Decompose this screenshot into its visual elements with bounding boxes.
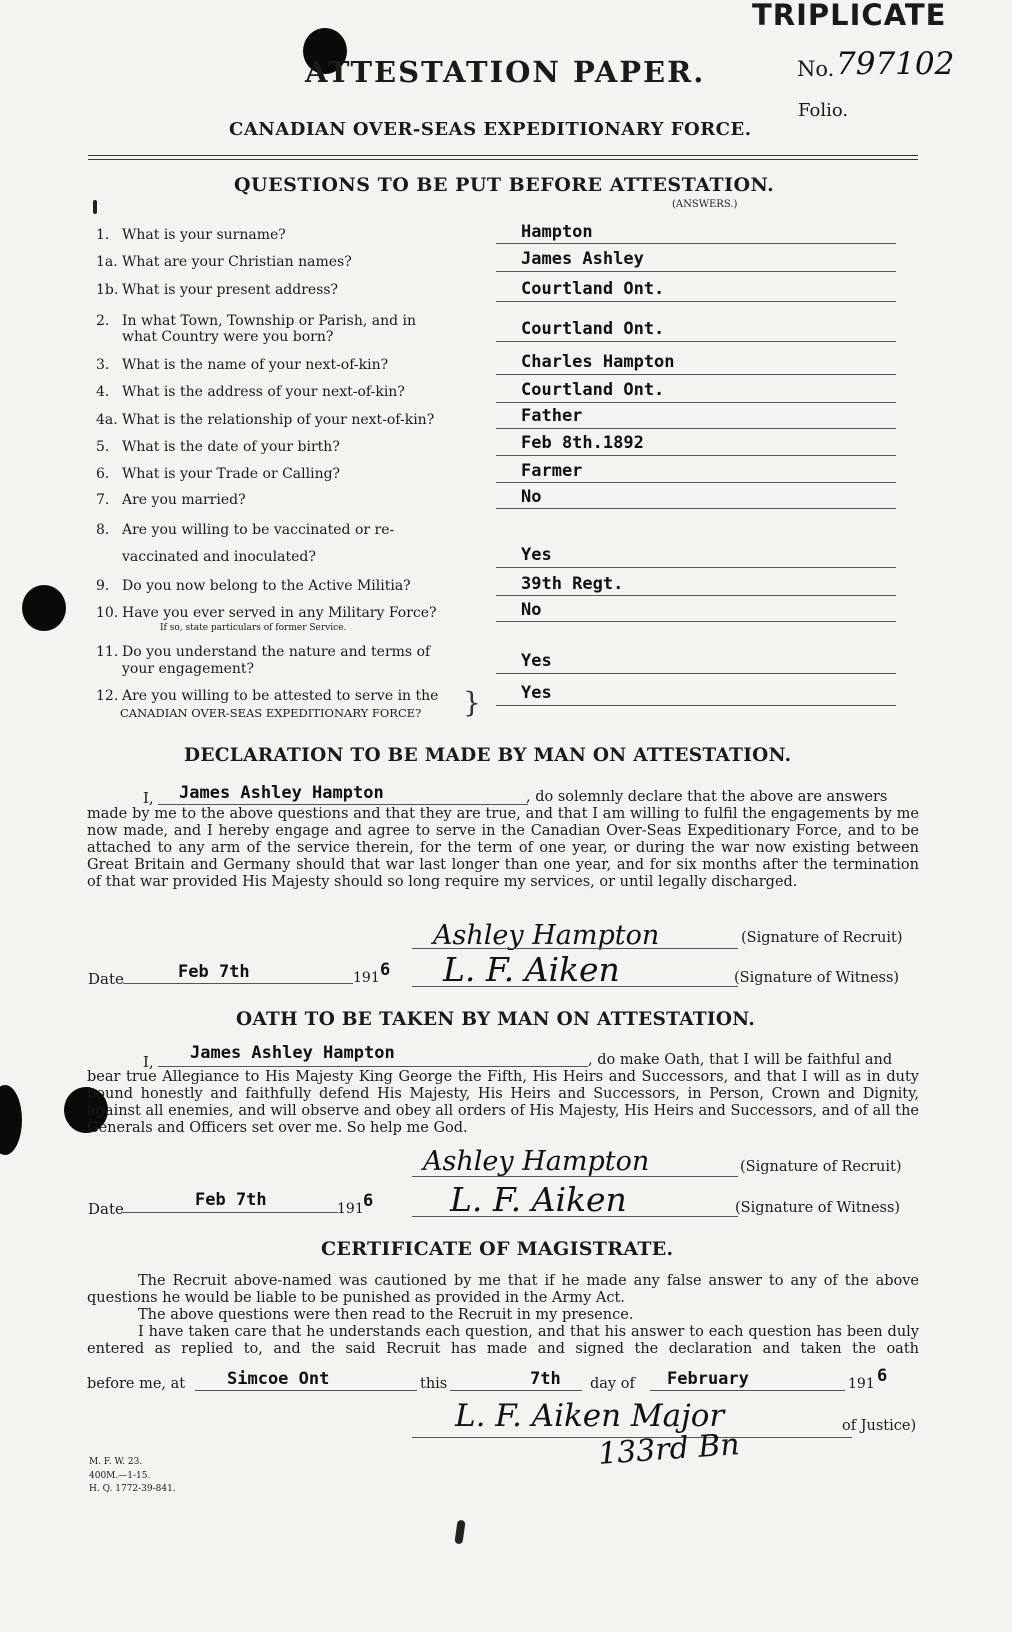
certificate-heading: CERTIFICATE OF MAGISTRATE. — [321, 1238, 674, 1260]
question-text: Do you understand the nature and terms of — [122, 644, 431, 660]
question-text: What is the date of your birth? — [122, 439, 340, 455]
ink-mark — [93, 200, 97, 214]
answer-birth-date: Feb 8th.1892 — [521, 433, 644, 453]
oath-witness-signature-label: (Signature of Witness) — [735, 1200, 901, 1216]
oath-name: James Ashley Hampton — [190, 1043, 395, 1063]
oath-i-label: I, — [143, 1053, 154, 1071]
questions-heading: QUESTIONS TO BE PUT BEFORE ATTESTATION. — [234, 174, 775, 196]
recruit-signature-label: (Signature of Recruit) — [741, 930, 903, 946]
page-subtitle: CANADIAN OVER-SEAS EXPEDITIONARY FORCE. — [229, 119, 752, 140]
date-line — [123, 1212, 338, 1213]
answer-line — [496, 301, 896, 302]
oath-date: Feb 7th — [195, 1190, 267, 1210]
question-number: 1. — [96, 227, 110, 243]
certificate-year-prefix: 191 — [848, 1376, 875, 1392]
certificate-month: February — [667, 1369, 749, 1389]
question-text: What is your present address? — [122, 282, 339, 298]
question-number: 6. — [96, 466, 110, 482]
declaration-date: Feb 7th — [178, 962, 250, 982]
signature-line — [412, 948, 738, 949]
certificate-place: Simcoe Ont — [227, 1369, 330, 1389]
certificate-paragraph-3: I have taken care that he understands each question, and that his answer to each question has been duly entered as replied to, and the said Recruit has made and signed the declaration and taken the oath — [87, 1324, 919, 1357]
question-number: 1b. — [96, 282, 119, 298]
answer-line — [496, 673, 896, 674]
declaration-line1-text: , do solemnly declare that the above are answers — [526, 789, 888, 805]
oath-witness-signature: L. F. Aiken — [450, 1180, 627, 1219]
justice-note: 133rd Bn — [596, 1427, 741, 1472]
question-text-line2: what Country were you born? — [122, 329, 334, 345]
before-me-label: before me, at — [87, 1376, 186, 1392]
answer-willing-to-serve: Yes — [521, 683, 552, 703]
question-text: Are you willing to be vaccinated or re- — [122, 522, 395, 538]
answer-relationship: Father — [521, 406, 583, 426]
punch-hole-left-upper — [22, 585, 66, 631]
answer-line — [496, 243, 896, 244]
answer-line — [496, 428, 896, 429]
justice-signature: L. F. Aiken Major — [455, 1398, 725, 1434]
declaration-year-prefix: 191 — [353, 970, 380, 986]
answer-line — [496, 402, 896, 403]
question-text: What are your Christian names? — [122, 254, 352, 270]
answer-line — [496, 482, 896, 483]
header-divider — [88, 155, 918, 160]
answers-label: (ANSWERS.) — [672, 199, 738, 210]
witness-signature-label: (Signature of Witness) — [734, 970, 900, 986]
recruit-signature: Ashley Hampton — [433, 920, 660, 951]
number-label: No. — [797, 57, 835, 81]
question-number: 8. — [96, 522, 110, 538]
answer-line — [496, 621, 896, 622]
question-text: In what Town, Township or Parish, and in — [122, 313, 417, 329]
answer-line — [496, 595, 896, 596]
answer-line — [496, 567, 896, 568]
question-note: If so, state particulars of former Service. — [160, 623, 347, 633]
answer-birthplace: Courtland Ont. — [521, 319, 665, 339]
question-number: 1a. — [96, 254, 118, 270]
form-code-2: 400M.—1-15. — [89, 1471, 151, 1481]
signature-line — [412, 1216, 738, 1217]
question-number: 9. — [96, 578, 110, 594]
day-of-label: day of — [590, 1376, 635, 1392]
answer-trade: Farmer — [521, 461, 583, 481]
answer-active-militia: 39th Regt. — [521, 574, 624, 594]
oath-line1-text: , do make Oath, that I will be faithful and — [588, 1052, 893, 1068]
answer-line — [496, 508, 896, 509]
oath-year-prefix: 191 — [337, 1201, 364, 1217]
answer-vaccinated: Yes — [521, 545, 552, 565]
declaration-name: James Ashley Hampton — [179, 783, 384, 803]
answer-understands-terms: Yes — [521, 651, 552, 671]
answer-surname: Hampton — [521, 222, 593, 242]
oath-year-suffix: 6 — [363, 1191, 374, 1211]
certificate-year-suffix: 6 — [877, 1366, 888, 1386]
question-number: 12. — [96, 688, 119, 704]
oath-recruit-signature-label: (Signature of Recruit) — [740, 1159, 902, 1175]
oath-heading: OATH TO BE TAKEN BY MAN ON ATTESTATION. — [236, 1009, 756, 1030]
answer-line — [496, 341, 896, 342]
declaration-date-label: Date — [88, 970, 124, 988]
punch-hole-left-lower — [0, 1085, 22, 1155]
form-code-1: M. F. W. 23. — [89, 1457, 143, 1467]
form-code-3: H. Q. 1772-39-841. — [89, 1484, 176, 1494]
declaration-heading: DECLARATION TO BE MADE BY MAN ON ATTESTATION. — [184, 745, 792, 766]
answer-line — [496, 455, 896, 456]
this-label: this — [420, 1376, 448, 1392]
question-number: 10. — [96, 605, 119, 621]
question-text-line2: CANADIAN OVER-SEAS EXPEDITIONARY FORCE? — [120, 706, 422, 720]
question-text-line2: your engagement? — [122, 661, 255, 677]
place-line — [195, 1390, 417, 1391]
question-number: 7. — [96, 492, 110, 508]
answer-christian-names: James Ashley — [521, 249, 644, 269]
question-number: 5. — [96, 439, 110, 455]
question-text: What is the address of your next-of-kin? — [122, 384, 405, 400]
page-title: ATTESTATION PAPER. — [305, 55, 706, 89]
certificate-paragraph-2: The above questions were then read to the Recruit in my presence. — [138, 1307, 634, 1323]
folio-label: Folio. — [798, 100, 849, 121]
answer-line — [496, 374, 896, 375]
answer-line — [496, 705, 896, 706]
signature-line — [412, 986, 738, 987]
answer-married: No — [521, 487, 542, 507]
justice-label: of Justice) — [842, 1418, 917, 1434]
question-text: Do you now belong to the Active Militia? — [122, 578, 411, 594]
name-line — [158, 804, 528, 805]
witness-signature: L. F. Aiken — [443, 950, 620, 989]
question-text: What is the relationship of your next-of-kin? — [122, 412, 435, 428]
question-text: What is your Trade or Calling? — [122, 466, 341, 482]
oath-body: bear true Allegiance to His Majesty King George the Fifth, His Heirs and Successors, and that I will as in duty bound honestly and faithfully defend His Majesty, His Heirs and Successors, in Person, Crown and Dignity, against all enemies, and will observe and obey all orders of His Majesty, His Heirs and Successors, and of all the Generals and Officers set over me. So help me God. — [87, 1069, 919, 1136]
month-line — [650, 1390, 845, 1391]
answer-next-of-kin-address: Courtland Ont. — [521, 380, 665, 400]
oath-recruit-signature: Ashley Hampton — [423, 1146, 650, 1177]
certificate-paragraph-1: The Recruit above-named was cautioned by me that if he made any false answer to any of the above questions he would be liable to be punished as provided in the Army Act. — [87, 1273, 919, 1306]
day-line — [450, 1390, 582, 1391]
question-text: Are you married? — [122, 492, 246, 508]
question-text: Are you willing to be attested to serve in the — [122, 688, 439, 704]
name-line — [158, 1066, 588, 1067]
question-number: 4a. — [96, 412, 118, 428]
signature-line — [412, 1176, 738, 1177]
triplicate-stamp: TRIPLICATE — [752, 0, 947, 32]
ink-mark — [454, 1520, 465, 1545]
question-number: 3. — [96, 357, 110, 373]
question-number: 11. — [96, 644, 119, 660]
oath-date-label: Date — [88, 1200, 124, 1218]
answer-military-service: No — [521, 600, 542, 620]
question-text: What is your surname? — [122, 227, 286, 243]
declaration-body: made by me to the above questions and that they are true, and that I am willing to fulfil the engagements by me now made, and I hereby engage and agree to serve in the Canadian Over-Seas Expeditionary Force, and to be attached to any arm of the service therein, for the term of one year, or during the war now existing between Great Britain and Germany should that war last longer than one year, and for six months after the termination of that war provided His Majesty should so long require my services, or until legally discharged. — [87, 806, 919, 890]
answer-present-address: Courtland Ont. — [521, 279, 665, 299]
date-line — [123, 983, 353, 984]
answer-next-of-kin: Charles Hampton — [521, 352, 675, 372]
certificate-day: 7th — [530, 1369, 561, 1389]
question-text-line2: vaccinated and inoculated? — [122, 549, 316, 565]
question-number: 4. — [96, 384, 110, 400]
declaration-year-suffix: 6 — [380, 960, 391, 980]
brace-mark: } — [463, 686, 481, 719]
question-number: 2. — [96, 313, 110, 329]
question-text: What is the name of your next-of-kin? — [122, 357, 389, 373]
declaration-i-label: I, — [143, 789, 154, 807]
answer-line — [496, 271, 896, 272]
regimental-number: 797102 — [836, 46, 955, 82]
question-text: Have you ever served in any Military Force? — [122, 605, 437, 621]
